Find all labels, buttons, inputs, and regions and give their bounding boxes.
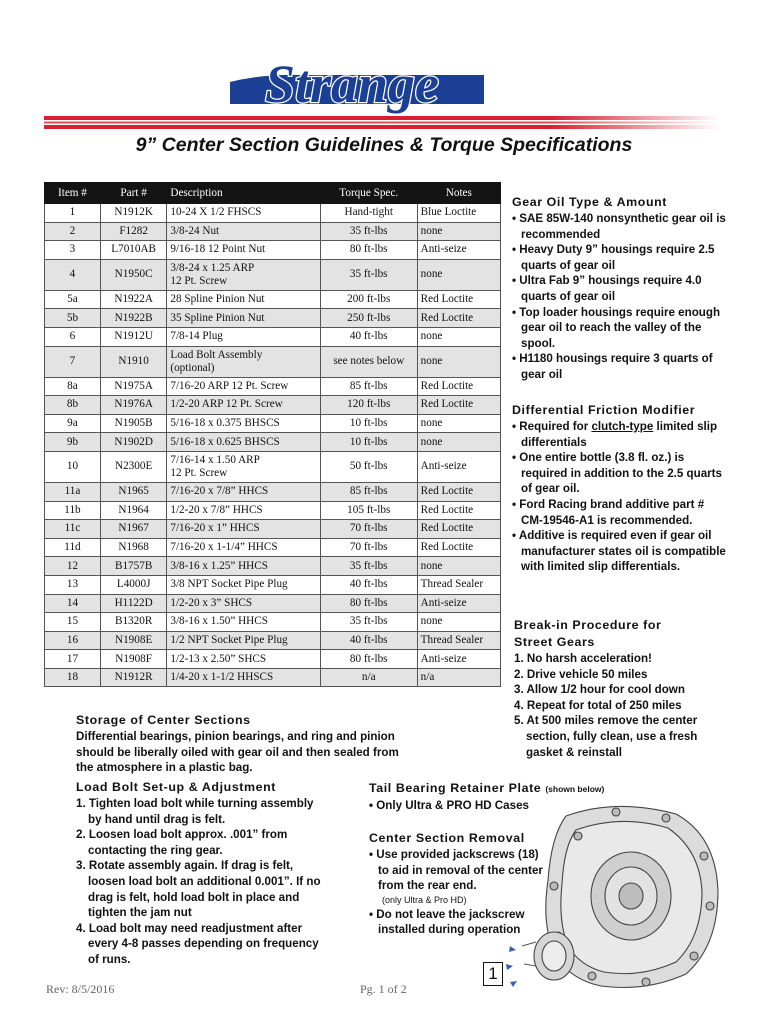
cell-item: 11d [45, 538, 101, 557]
load-bolt-step: 2. Loosen load bolt approx. .001” from contacting the ring gear. [76, 828, 288, 857]
tail-bearing-bullet: • Only Ultra & PRO HD Cases [369, 799, 529, 812]
break-in-step: 3. Allow 1/2 hour for cool down [514, 683, 685, 697]
cell-description: 3/8-24 Nut [167, 222, 320, 241]
cell-part: N1912U [100, 327, 166, 346]
table-header-row [45, 183, 501, 204]
cell-description: 10-24 X 1/2 FHSCS [167, 204, 320, 223]
table-row [45, 259, 501, 290]
cell-notes: Red Loctite [417, 482, 500, 501]
cell-torque: 80 ft-lbs [320, 594, 417, 613]
load-bolt-step: 4. Load bolt may need readjustment after every 4-8 passes depending on frequency of runs. [76, 921, 319, 966]
brand-name: Strange [264, 54, 440, 114]
cell-torque: 40 ft-lbs [320, 631, 417, 650]
table-body [45, 204, 501, 687]
cell-item: 5b [45, 309, 101, 328]
break-in-step: 1. No harsh acceleration! [514, 652, 652, 665]
removal-note: (only Ultra & Pro HD) [382, 894, 467, 905]
cell-torque: 35 ft-lbs [320, 222, 417, 241]
cell-notes: Red Loctite [417, 396, 500, 415]
tail-bearing-title: Tail Bearing Retainer Plate [369, 781, 542, 795]
cell-notes: none [417, 557, 500, 576]
cell-description: 9/16-18 12 Point Nut [167, 241, 320, 260]
table-row [45, 594, 501, 613]
col-header-description: Description [167, 183, 320, 204]
cell-notes: none [417, 259, 500, 290]
storage-text: Differential bearings, pinion bearings, and ring and pinion should be liberally oiled with gear oil and then sealed from the atmosphere in a plastic bag. [76, 730, 399, 775]
cell-part: N1912R [100, 668, 166, 687]
cell-torque: 35 ft-lbs [320, 557, 417, 576]
table-row [45, 631, 501, 650]
gear-oil-bullet: • H1180 housings require 3 quarts of gear oil [512, 352, 713, 381]
storage-section [76, 712, 406, 776]
cell-item: 9b [45, 433, 101, 452]
table-row [45, 575, 501, 594]
cell-notes: Red Loctite [417, 501, 500, 520]
cell-part: N1908E [100, 631, 166, 650]
col-header-item: Item # [45, 183, 101, 204]
table-row [45, 290, 501, 309]
cell-description: 1/2-13 x 2.50” SHCS [167, 650, 320, 669]
cell-description: 1/4-20 x 1-1/2 HHSCS [167, 668, 320, 687]
cell-part: N2300E [100, 451, 166, 482]
friction-heading: Differential Friction Modifier [512, 403, 696, 417]
cell-part: N1976A [100, 396, 166, 415]
cell-notes: none [417, 433, 500, 452]
break-in-step: 5. At 500 miles remove the center section, fully clean, use a fresh gasket & reinstall [514, 714, 698, 759]
cell-torque: 70 ft-lbs [320, 538, 417, 557]
gear-oil-bullet: • Heavy Duty 9” housings require 2.5 quarts of gear oil [512, 243, 715, 272]
cell-item: 5a [45, 290, 101, 309]
cell-item: 9a [45, 414, 101, 433]
cell-torque: 80 ft-lbs [320, 241, 417, 260]
cell-description: 5/16-18 x 0.375 BHSCS [167, 414, 320, 433]
cell-item: 6 [45, 327, 101, 346]
cell-part: N1912K [100, 204, 166, 223]
cell-description: 7/16-20 ARP 12 Pt. Screw [167, 377, 320, 396]
table-row [45, 613, 501, 632]
table-row [45, 309, 501, 328]
cell-torque: 85 ft-lbs [320, 482, 417, 501]
cell-part: N1950C [100, 259, 166, 290]
cell-torque: see notes below [320, 346, 417, 377]
cell-torque: Hand-tight [320, 204, 417, 223]
cell-item: 11b [45, 501, 101, 520]
table-row [45, 538, 501, 557]
table-row [45, 327, 501, 346]
cell-description: Load Bolt Assembly (optional) [167, 346, 320, 377]
cell-torque: 35 ft-lbs [320, 259, 417, 290]
cell-description: 7/16-20 x 1” HHCS [167, 520, 320, 539]
header-stripes [44, 116, 720, 130]
cell-notes: none [417, 327, 500, 346]
clutch-type-text: clutch-type [591, 420, 654, 433]
table-row [45, 433, 501, 452]
cell-description: 28 Spline Pinion Nut [167, 290, 320, 309]
cell-item: 16 [45, 631, 101, 650]
load-bolt-heading: Load Bolt Set-up & Adjustment [76, 780, 277, 794]
cell-part: N1922B [100, 309, 166, 328]
cell-notes: Red Loctite [417, 538, 500, 557]
cell-part: L7010AB [100, 241, 166, 260]
cell-notes: none [417, 222, 500, 241]
cell-notes: Red Loctite [417, 309, 500, 328]
removal-bullet: • Do not leave the jackscrew installed during operation [369, 907, 525, 937]
tail-bearing-heading [369, 780, 609, 797]
center-section-illustration [496, 796, 722, 994]
cell-notes: none [417, 346, 500, 377]
gear-oil-section [512, 194, 732, 383]
cell-notes: none [417, 414, 500, 433]
cell-notes: Red Loctite [417, 377, 500, 396]
cell-torque: 40 ft-lbs [320, 327, 417, 346]
cell-torque: 105 ft-lbs [320, 501, 417, 520]
tail-bearing-note: (shown below) [545, 784, 605, 794]
cell-description: 3/8-24 x 1.25 ARP 12 Pt. Screw [167, 259, 320, 290]
friction-bullet [512, 419, 728, 450]
cell-notes: Red Loctite [417, 290, 500, 309]
page-number: Pg. 1 of 2 [360, 982, 407, 996]
cell-notes: Anti-seize [417, 594, 500, 613]
cell-description: 1/2-20 x 3” SHCS [167, 594, 320, 613]
cell-part: F1282 [100, 222, 166, 241]
cell-item: 11c [45, 520, 101, 539]
cell-description: 1/2 NPT Socket Pipe Plug [167, 631, 320, 650]
cell-part: N1902D [100, 433, 166, 452]
cell-part: N1908F [100, 650, 166, 669]
load-bolt-step: 1. Tighten load bolt while turning assembly by hand until drag is felt. [76, 797, 314, 826]
cell-torque: 50 ft-lbs [320, 451, 417, 482]
cell-part: L4000J [100, 575, 166, 594]
load-bolt-section [76, 779, 326, 968]
table-row [45, 557, 501, 576]
strange-logo [222, 44, 488, 116]
cell-item: 3 [45, 241, 101, 260]
figure-callout-label: 1 [483, 962, 503, 986]
cell-torque: 120 ft-lbs [320, 396, 417, 415]
col-header-notes: Notes [417, 183, 500, 204]
cell-part: N1975A [100, 377, 166, 396]
cell-part: N1964 [100, 501, 166, 520]
cell-notes: Anti-seize [417, 451, 500, 482]
cell-torque: 250 ft-lbs [320, 309, 417, 328]
gear-oil-bullet: • Ultra Fab 9” housings require 4.0 quarts of gear oil [512, 274, 702, 303]
page-title: 9” Center Section Guidelines & Torque Specifications [135, 134, 633, 156]
cell-description: 3/8-16 x 1.50” HHCS [167, 613, 320, 632]
cell-item: 2 [45, 222, 101, 241]
break-in-heading: Break-in Procedure for [514, 618, 662, 632]
cell-description: 7/16-20 x 7/8” HHCS [167, 482, 320, 501]
cell-notes: n/a [417, 668, 500, 687]
table-row [45, 204, 501, 223]
cell-part: H1122D [100, 594, 166, 613]
cell-item: 18 [45, 668, 101, 687]
cell-torque: 80 ft-lbs [320, 650, 417, 669]
cell-notes: Blue Loctite [417, 204, 500, 223]
table-row [45, 501, 501, 520]
table-row [45, 346, 501, 377]
cell-description: 7/8-14 Plug [167, 327, 320, 346]
cell-notes: Thread Sealer [417, 575, 500, 594]
cell-description: 1/2-20 ARP 12 Pt. Screw [167, 396, 320, 415]
break-in-subheading: Street Gears [514, 635, 595, 649]
gear-oil-bullet: • Top loader housings require enough gear oil to reach the valley of the spool. [512, 305, 721, 350]
removal-heading: Center Section Removal [369, 831, 525, 845]
cell-notes: Thread Sealer [417, 631, 500, 650]
cell-item: 17 [45, 650, 101, 669]
cell-part: N1910 [100, 346, 166, 377]
gear-oil-heading: Gear Oil Type & Amount [512, 195, 668, 209]
friction-bullet: • One entire bottle (3.8 fl. oz.) is required in addition to the 2.5 quarts of gear oil. [512, 451, 722, 496]
cell-item: 8b [45, 396, 101, 415]
cell-item: 10 [45, 451, 101, 482]
cell-description: 35 Spline Pinion Nut [167, 309, 320, 328]
cell-part: N1967 [100, 520, 166, 539]
friction-bullet: • Additive is required even if gear oil manufacturer states oil is compatible with limited slip differentials. [512, 529, 726, 574]
cell-part: B1757B [100, 557, 166, 576]
torque-spec-table [44, 182, 501, 687]
gear-oil-bullet: • SAE 85W-140 nonsynthetic gear oil is recommended [512, 212, 726, 241]
cell-notes: Red Loctite [417, 520, 500, 539]
cell-torque: 200 ft-lbs [320, 290, 417, 309]
cell-torque: 10 ft-lbs [320, 433, 417, 452]
cell-part: N1922A [100, 290, 166, 309]
cell-item: 8a [45, 377, 101, 396]
table-row [45, 222, 501, 241]
cell-torque: 40 ft-lbs [320, 575, 417, 594]
cell-description: 5/16-18 x 0.625 BHSCS [167, 433, 320, 452]
cell-description: 1/2-20 x 7/8” HHCS [167, 501, 320, 520]
col-header-part: Part # [100, 183, 166, 204]
load-bolt-step: 3. Rotate assembly again. If drag is felt, loosen load bolt an additional 0.001”. If no drag is felt, hold load bolt in place and tighten the jam nut [76, 859, 321, 920]
cell-part: N1968 [100, 538, 166, 557]
cell-torque: 70 ft-lbs [320, 520, 417, 539]
friction-bullet: • Ford Racing brand additive part # CM-19546-A1 is recommended. [512, 497, 705, 527]
cell-item: 7 [45, 346, 101, 377]
cell-item: 1 [45, 204, 101, 223]
cell-item: 4 [45, 259, 101, 290]
table-row [45, 668, 501, 687]
cell-torque: 10 ft-lbs [320, 414, 417, 433]
cell-item: 15 [45, 613, 101, 632]
cell-description: 7/16-20 x 1-1/4” HHCS [167, 538, 320, 557]
table-row [45, 650, 501, 669]
cell-description: 3/8 NPT Socket Pipe Plug [167, 575, 320, 594]
cell-item: 11a [45, 482, 101, 501]
removal-bullet: • Use provided jackscrews (18) to aid in removal of the center from the rear end. [369, 848, 543, 893]
cell-torque: 35 ft-lbs [320, 613, 417, 632]
cell-item: 13 [45, 575, 101, 594]
cell-torque: 85 ft-lbs [320, 377, 417, 396]
cell-part: N1965 [100, 482, 166, 501]
friction-modifier-section [512, 402, 728, 575]
cell-description: 7/16-14 x 1.50 ARP 12 Pt. Screw [167, 451, 320, 482]
table-row [45, 414, 501, 433]
col-header-torque: Torque Spec. [320, 183, 417, 204]
cell-item: 12 [45, 557, 101, 576]
friction-bullet-text: limited slip differentials [521, 420, 718, 449]
cell-part: B1320R [100, 613, 166, 632]
cell-description: 3/8-16 x 1.25” HHCS [167, 557, 320, 576]
cell-part: N1905B [100, 414, 166, 433]
cell-item: 14 [45, 594, 101, 613]
table-row [45, 520, 501, 539]
friction-bullet-text: • Required for [512, 420, 592, 433]
break-in-section [514, 617, 730, 760]
break-in-step: 2. Drive vehicle 50 miles [514, 667, 648, 681]
table-row [45, 377, 501, 396]
table-row [45, 241, 501, 260]
cell-notes: none [417, 613, 500, 632]
break-in-step: 4. Repeat for total of 250 miles [514, 698, 682, 712]
table-row [45, 451, 501, 482]
table-row [45, 396, 501, 415]
storage-heading: Storage of Center Sections [76, 713, 251, 727]
cell-notes: Anti-seize [417, 241, 500, 260]
table-row [45, 482, 501, 501]
cell-torque: n/a [320, 668, 417, 687]
cell-notes: Anti-seize [417, 650, 500, 669]
revision-date: Rev: 8/5/2016 [46, 982, 115, 996]
